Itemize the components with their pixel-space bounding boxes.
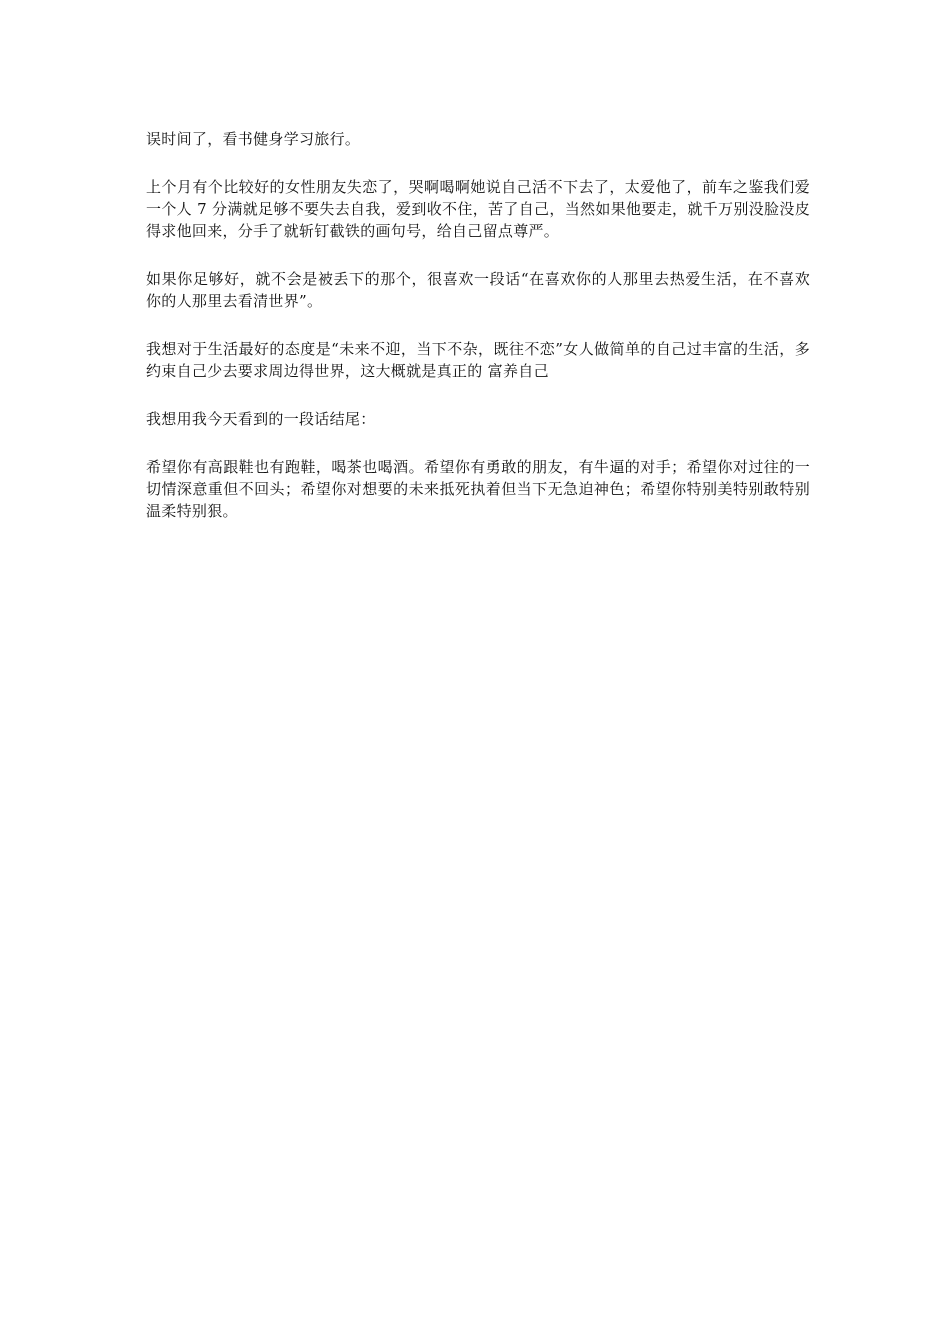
document-page [146,128,810,548]
paragraph-1: 误时间了，看书健身学习旅行。 [146,130,361,148]
paragraph-3: 如果你足够好，就不会是被丢下的那个，很喜欢一段话“在喜欢你的人那里去热爱生活，在不喜欢你的人那里去看清世界”。 [146,270,810,310]
paragraph-4: 我想对于生活最好的态度是“未来不迎，当下不杂，既往不恋”女人做简单的自己过丰富的生活，多约束自己少去要求周边得世界，这大概就是真正的 富养自己 [146,340,810,380]
paragraph-6: 希望你有高跟鞋也有跑鞋，喝茶也喝酒。希望你有勇敢的朋友，有牛逼的对手；希望你对过往的一切情深意重但不回头；希望你对想要的未来抵死执着但当下无急迫神色；希望你特别美特别敢特别温柔特别狠。 [146,458,810,520]
paragraph-5: 我想用我今天看到的一段话结尾： [146,410,376,428]
paragraph-2: 上个月有个比较好的女性朋友失恋了，哭啊喝啊她说自己活不下去了，太爱他了，前车之鉴我们爱一个人 7 分满就足够不要失去自我，爱到收不住，苦了自己，当然如果他要走，就千万别没脸没皮得求他回来，分手了就斩钉截铁的画句号，给自己留点尊严。 [146,178,810,240]
